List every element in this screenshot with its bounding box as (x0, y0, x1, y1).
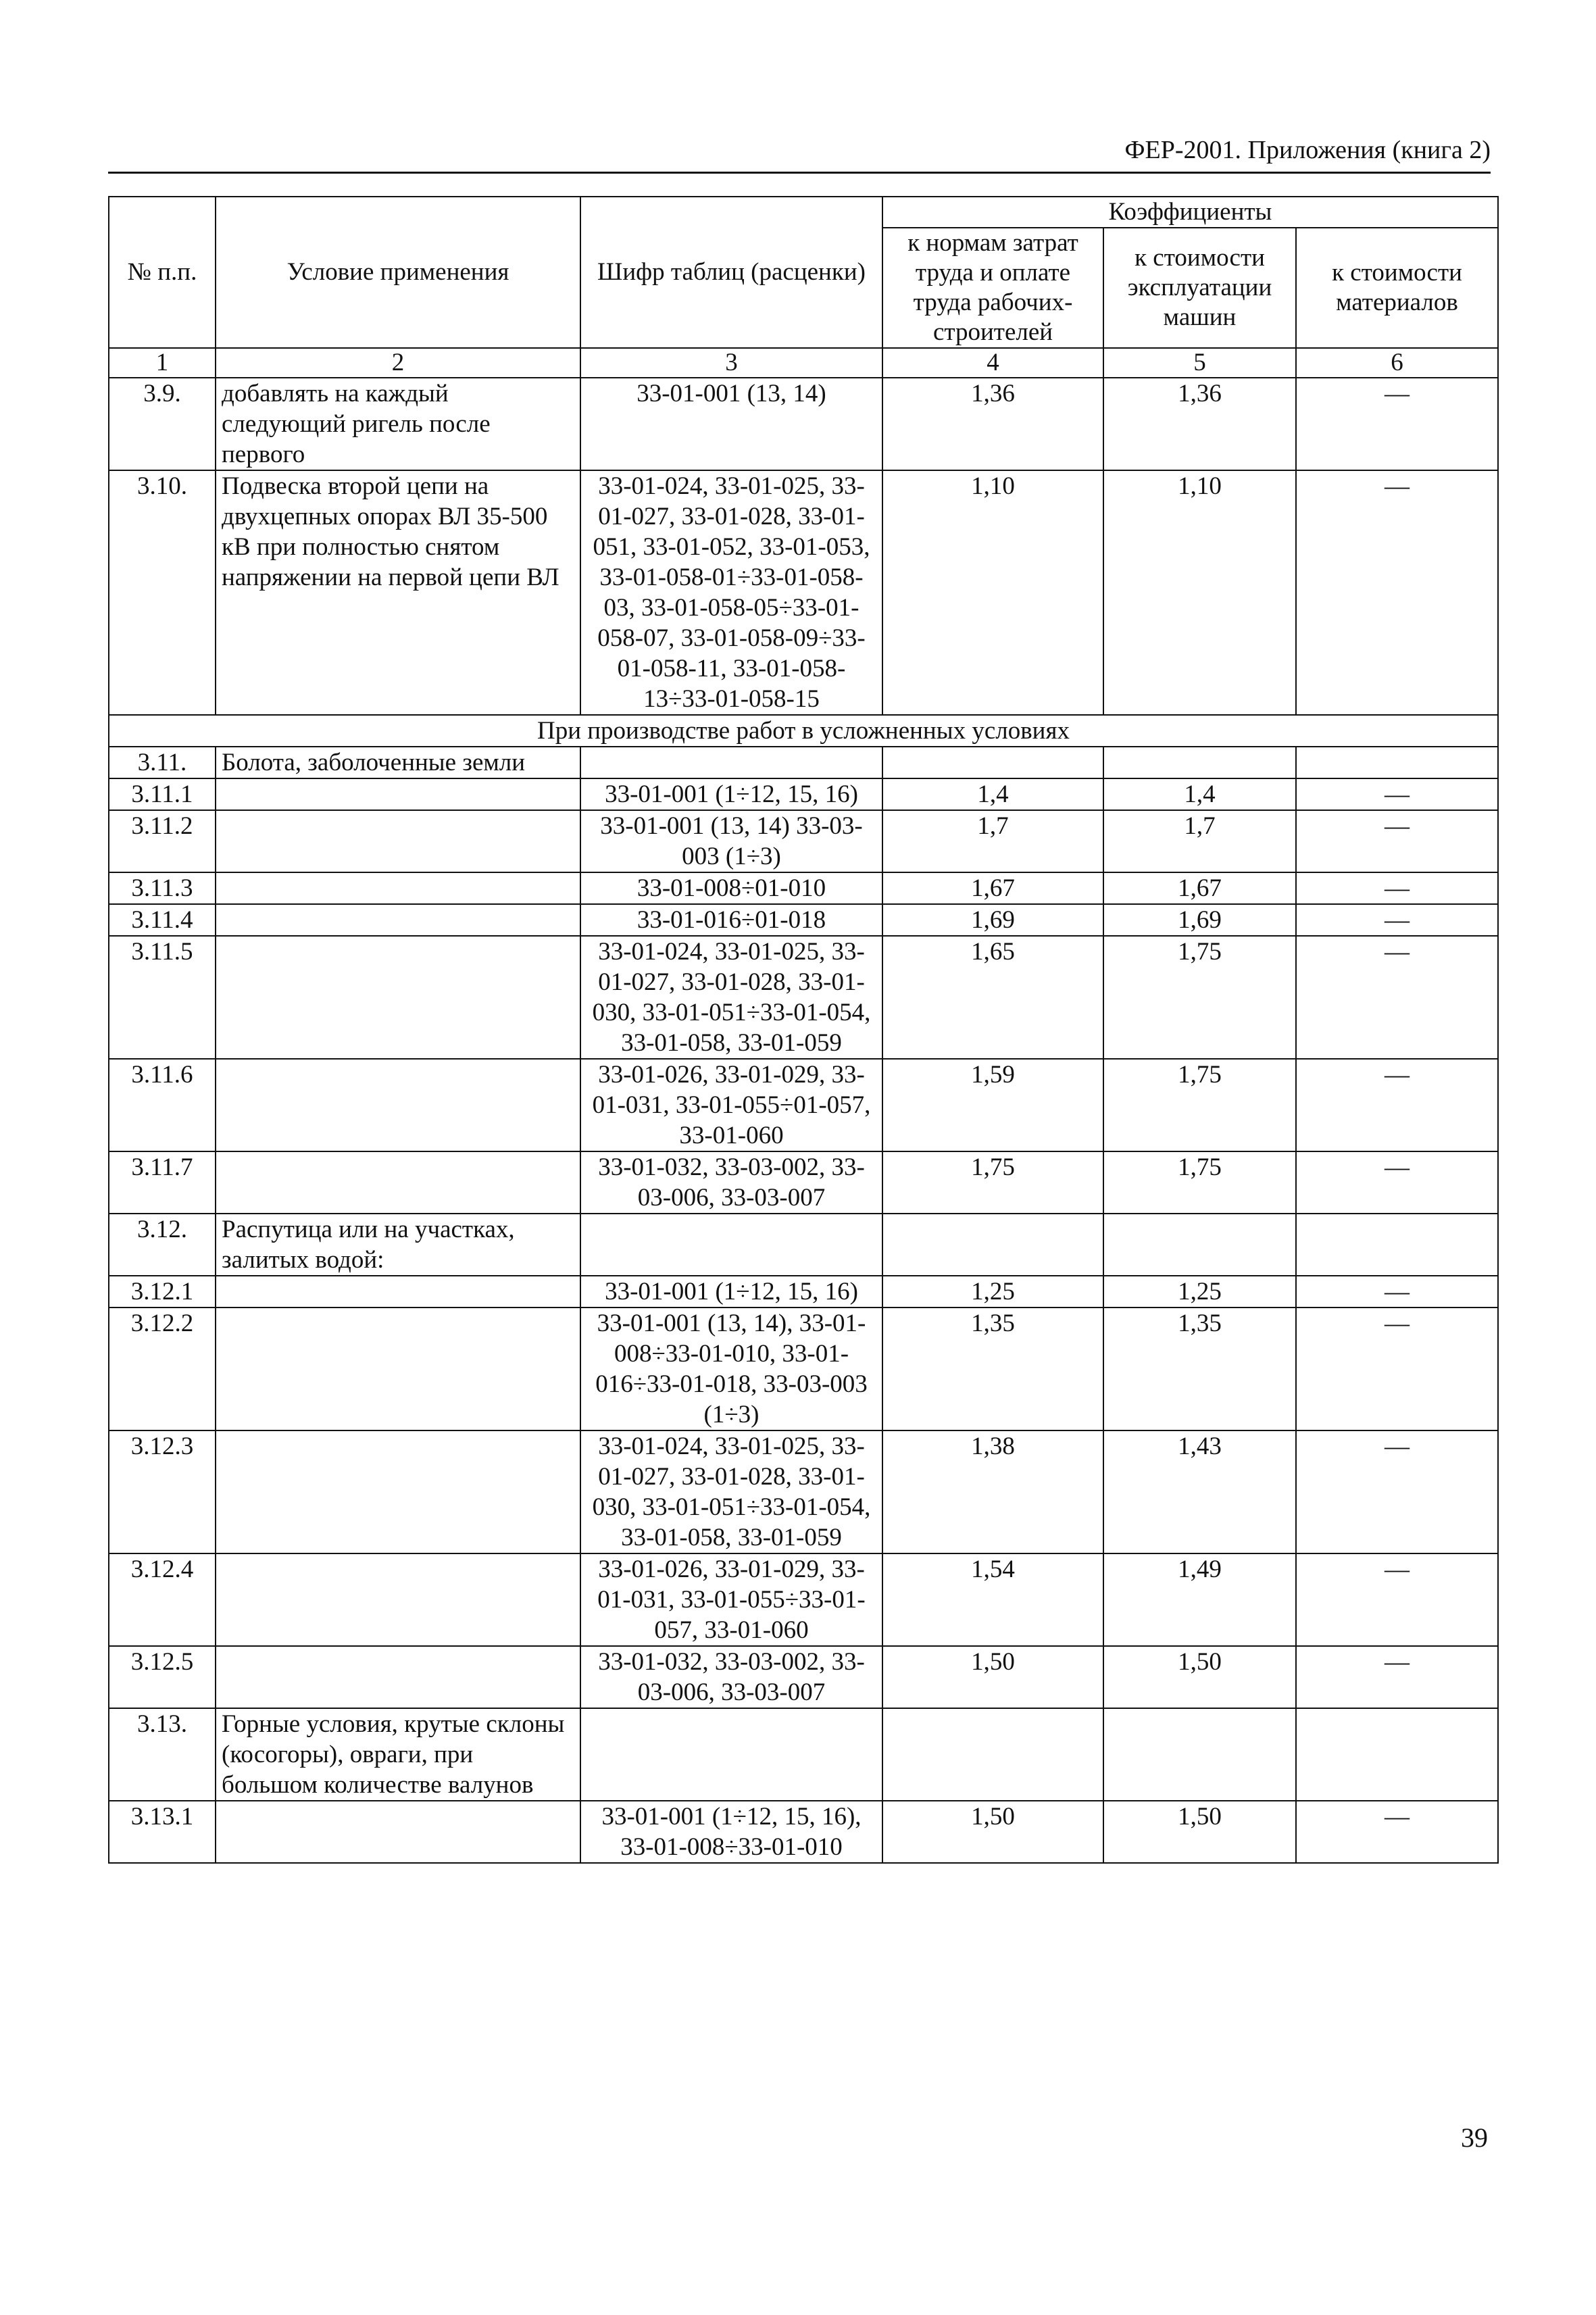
row-num: 3.11. (109, 747, 216, 778)
row-condition (216, 778, 580, 810)
table-row (109, 1708, 1498, 1801)
row-materials-coef: — (1296, 1308, 1498, 1430)
row-machines-coef (1103, 747, 1296, 778)
table-row (109, 1801, 1498, 1863)
row-labor-coef (882, 1708, 1103, 1801)
row-condition (216, 1276, 580, 1308)
row-condition: Распутица или на участках, залитых водой: (216, 1214, 580, 1276)
row-code: 33-01-001 (1÷12, 15, 16) (580, 778, 882, 810)
row-machines-coef: 1,49 (1103, 1553, 1296, 1646)
row-labor-coef: 1,25 (882, 1276, 1103, 1308)
table-row (109, 1214, 1498, 1276)
row-num: 3.13. (109, 1708, 216, 1801)
row-machines-coef: 1,75 (1103, 936, 1296, 1059)
row-labor-coef: 1,38 (882, 1430, 1103, 1553)
row-condition (216, 1646, 580, 1708)
row-labor-coef: 1,10 (882, 470, 1103, 715)
table-row (109, 1553, 1498, 1646)
coefficients-table (108, 196, 1499, 1864)
row-condition: добавлять на каждый следующий ригель после первого (216, 378, 580, 470)
row-labor-coef: 1,4 (882, 778, 1103, 810)
row-code: 33-01-001 (1÷12, 15, 16) (580, 1276, 882, 1308)
rows-a (109, 378, 1498, 715)
row-condition (216, 1553, 580, 1646)
row-condition: Болота, заболоченные земли (216, 747, 580, 778)
row-code: 33-01-001 (1÷12, 15, 16), 33-01-008÷33-01-010 (580, 1801, 882, 1863)
row-code: 33-01-024, 33-01-025, 33-01-027, 33-01-028, 33-01-030, 33-01-051÷33-01-054, 33-01-058, 33-01-059 (580, 1430, 882, 1553)
row-code (580, 1214, 882, 1276)
column-number: 3 (580, 348, 882, 378)
table-row (109, 1430, 1498, 1553)
row-materials-coef: — (1296, 1151, 1498, 1214)
row-labor-coef: 1,50 (882, 1646, 1103, 1708)
column-number: 4 (882, 348, 1103, 378)
row-condition (216, 1430, 580, 1553)
table-row (109, 936, 1498, 1059)
header-num: № п.п. (109, 197, 216, 348)
row-condition (216, 810, 580, 872)
row-labor-coef (882, 747, 1103, 778)
table-row (109, 1646, 1498, 1708)
row-materials-coef (1296, 1708, 1498, 1801)
row-materials-coef: — (1296, 1276, 1498, 1308)
row-materials-coef: — (1296, 1430, 1498, 1553)
row-labor-coef: 1,36 (882, 378, 1103, 470)
row-labor-coef: 1,67 (882, 872, 1103, 904)
row-condition (216, 1801, 580, 1863)
section-title: При производстве работ в усложненных условиях (109, 715, 1498, 747)
table-row (109, 1059, 1498, 1151)
row-code: 33-01-032, 33-03-002, 33-03-006, 33-03-007 (580, 1646, 882, 1708)
row-code: 33-01-026, 33-01-029, 33-01-031, 33-01-055÷01-057, 33-01-060 (580, 1059, 882, 1151)
row-code: 33-01-032, 33-03-002, 33-03-006, 33-03-007 (580, 1151, 882, 1214)
row-num: 3.11.1 (109, 778, 216, 810)
row-labor-coef: 1,65 (882, 936, 1103, 1059)
table-row (109, 747, 1498, 778)
row-num: 3.11.6 (109, 1059, 216, 1151)
row-machines-coef: 1,67 (1103, 872, 1296, 904)
row-machines-coef: 1,50 (1103, 1646, 1296, 1708)
column-number: 5 (1103, 348, 1296, 378)
row-code: 33-01-024, 33-01-025, 33-01-027, 33-01-028, 33-01-051, 33-01-052, 33-01-053, 33-01-058-01÷33-01-058-03, 33-01-058-05÷33-01-058-07, 33-01-058-09÷33-01-058-11, 33-01-058-13÷33-01-058-15 (580, 470, 882, 715)
row-num: 3.13.1 (109, 1801, 216, 1863)
rows-b (109, 747, 1498, 1214)
header-code: Шифр таблиц (расценки) (580, 197, 882, 348)
row-machines-coef: 1,4 (1103, 778, 1296, 810)
row-code: 33-01-008÷01-010 (580, 872, 882, 904)
row-materials-coef: — (1296, 378, 1498, 470)
row-code: 33-01-016÷01-018 (580, 904, 882, 936)
row-labor-coef (882, 1214, 1103, 1276)
row-code: 33-01-001 (13, 14) (580, 378, 882, 470)
row-condition: Подвеска второй цепи на двухцепных опорах ВЛ 35-500 кВ при полностью снятом напряжении на первой цепи ВЛ (216, 470, 580, 715)
row-materials-coef (1296, 1214, 1498, 1276)
row-materials-coef: — (1296, 1646, 1498, 1708)
row-condition (216, 1059, 580, 1151)
row-num: 3.9. (109, 378, 216, 470)
row-machines-coef: 1,35 (1103, 1308, 1296, 1430)
row-num: 3.11.5 (109, 936, 216, 1059)
row-labor-coef: 1,54 (882, 1553, 1103, 1646)
row-labor-coef: 1,7 (882, 810, 1103, 872)
row-num: 3.12.4 (109, 1553, 216, 1646)
row-materials-coef (1296, 747, 1498, 778)
row-code (580, 747, 882, 778)
row-code: 33-01-001 (13, 14) 33-03-003 (1÷3) (580, 810, 882, 872)
row-num: 3.10. (109, 470, 216, 715)
header-labor: к нормам затрат труда и оплате труда рабочих-строителей (882, 228, 1103, 348)
row-machines-coef: 1,75 (1103, 1151, 1296, 1214)
table-row (109, 1308, 1498, 1430)
section-row (109, 715, 1498, 747)
table-row (109, 904, 1498, 936)
row-condition (216, 872, 580, 904)
row-machines-coef: 1,7 (1103, 810, 1296, 872)
row-code: 33-01-001 (13, 14), 33-01-008÷33-01-010, 33-01-016÷33-01-018, 33-03-003 (1÷3) (580, 1308, 882, 1430)
row-code: 33-01-026, 33-01-029, 33-01-031, 33-01-055÷33-01-057, 33-01-060 (580, 1553, 882, 1646)
row-labor-coef: 1,75 (882, 1151, 1103, 1214)
row-labor-coef: 1,69 (882, 904, 1103, 936)
column-number-row (109, 348, 1498, 378)
header-coefficients: Коэффициенты (882, 197, 1498, 228)
column-number: 1 (109, 348, 216, 378)
row-materials-coef: — (1296, 470, 1498, 715)
row-num: 3.11.3 (109, 872, 216, 904)
column-number: 2 (216, 348, 580, 378)
row-machines-coef: 1,36 (1103, 378, 1296, 470)
row-machines-coef: 1,10 (1103, 470, 1296, 715)
page-header (108, 135, 1491, 174)
row-materials-coef: — (1296, 810, 1498, 872)
row-machines-coef: 1,50 (1103, 1801, 1296, 1863)
table-header (109, 197, 1498, 378)
row-materials-coef: — (1296, 1059, 1498, 1151)
row-materials-coef: — (1296, 936, 1498, 1059)
row-machines-coef: 1,43 (1103, 1430, 1296, 1553)
row-materials-coef: — (1296, 872, 1498, 904)
row-num: 3.11.4 (109, 904, 216, 936)
table-row (109, 1276, 1498, 1308)
row-materials-coef: — (1296, 1553, 1498, 1646)
row-materials-coef: — (1296, 778, 1498, 810)
header-machines: к стоимости эксплуатации машин (1103, 228, 1296, 348)
row-machines-coef (1103, 1708, 1296, 1801)
row-condition: Горные условия, крутые склоны (косогоры), овраги, при большом количестве валунов (216, 1708, 580, 1801)
row-num: 3.12.1 (109, 1276, 216, 1308)
table-row (109, 1151, 1498, 1214)
table-row (109, 872, 1498, 904)
table-row (109, 378, 1498, 470)
table-row (109, 810, 1498, 872)
row-labor-coef: 1,59 (882, 1059, 1103, 1151)
header-materials: к стоимости материалов (1296, 228, 1498, 348)
table-row (109, 470, 1498, 715)
page-header-title: ФЕР-2001. Приложения (книга 2) (1124, 136, 1491, 164)
row-num: 3.12.3 (109, 1430, 216, 1553)
row-condition (216, 936, 580, 1059)
row-num: 3.11.7 (109, 1151, 216, 1214)
row-machines-coef: 1,69 (1103, 904, 1296, 936)
table-row (109, 778, 1498, 810)
row-code: 33-01-024, 33-01-025, 33-01-027, 33-01-028, 33-01-030, 33-01-051÷33-01-054, 33-01-058, 33-01-059 (580, 936, 882, 1059)
row-labor-coef: 1,50 (882, 1801, 1103, 1863)
row-labor-coef: 1,35 (882, 1308, 1103, 1430)
page-number: 39 (1461, 2122, 1488, 2153)
row-code (580, 1708, 882, 1801)
row-num: 3.12.2 (109, 1308, 216, 1430)
row-num: 3.12. (109, 1214, 216, 1276)
row-machines-coef: 1,25 (1103, 1276, 1296, 1308)
row-num: 3.12.5 (109, 1646, 216, 1708)
row-condition (216, 1308, 580, 1430)
row-materials-coef: — (1296, 1801, 1498, 1863)
header-condition: Условие применения (216, 197, 580, 348)
row-num: 3.11.2 (109, 810, 216, 872)
row-machines-coef: 1,75 (1103, 1059, 1296, 1151)
rows-c (109, 1214, 1498, 1708)
column-number: 6 (1296, 348, 1498, 378)
row-condition (216, 1151, 580, 1214)
rows-d (109, 1708, 1498, 1863)
row-condition (216, 904, 580, 936)
row-machines-coef (1103, 1214, 1296, 1276)
row-materials-coef: — (1296, 904, 1498, 936)
